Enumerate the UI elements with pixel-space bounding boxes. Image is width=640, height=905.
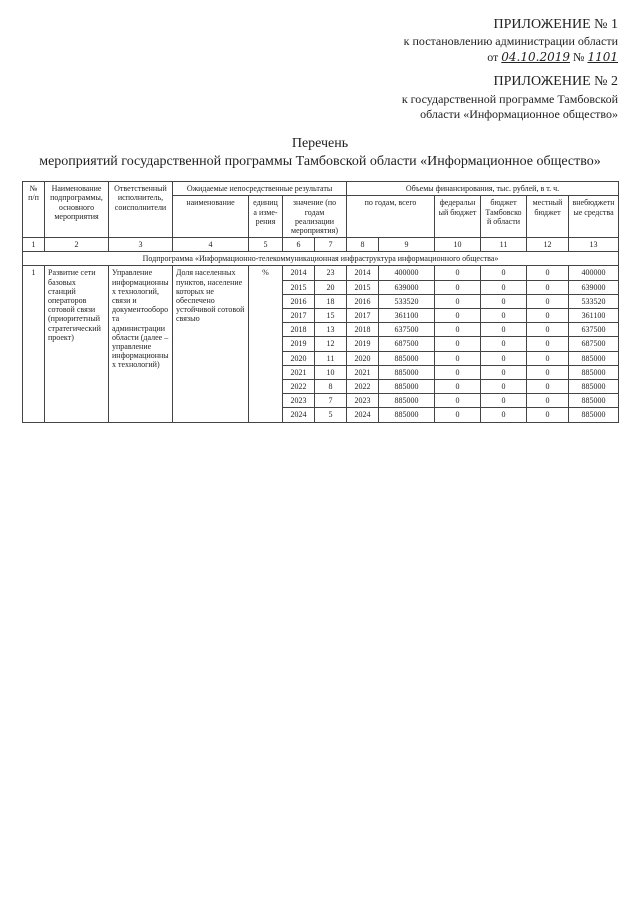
value-amount: 23 [315,266,347,280]
finance-regional: 0 [481,323,527,337]
header-number: № п/п [23,182,45,238]
value-amount: 8 [315,379,347,393]
col-num: 1 [23,238,45,252]
finance-regional: 0 [481,337,527,351]
program-line-2: области «Информационное общество» [420,107,618,122]
indicator-unit: % [249,266,283,422]
from-label: от [487,49,499,64]
col-num: 11 [481,238,527,252]
document-header [322,16,618,123]
finance-federal: 0 [435,408,481,422]
finance-extra: 361100 [569,309,619,323]
finance-local: 0 [527,379,569,393]
finance-extra: 687500 [569,337,619,351]
col-num: 5 [249,238,283,252]
finance-year: 2023 [347,394,379,408]
finance-year: 2017 [347,309,379,323]
finance-federal: 0 [435,323,481,337]
finance-total: 637500 [379,323,435,337]
value-year: 2024 [283,408,315,422]
value-amount: 7 [315,394,347,408]
finance-total: 639000 [379,280,435,294]
finance-local: 0 [527,365,569,379]
handwritten-date: 04.10.2019 [501,49,570,64]
finance-year: 2016 [347,294,379,308]
finance-extra: 400000 [569,266,619,280]
header-local: местный бюджет [527,196,569,238]
finance-federal: 0 [435,379,481,393]
finance-extra: 639000 [569,280,619,294]
finance-regional: 0 [481,309,527,323]
finance-regional: 0 [481,280,527,294]
finance-regional: 0 [481,266,527,280]
finance-regional: 0 [481,365,527,379]
value-year: 2018 [283,323,315,337]
value-amount: 20 [315,280,347,294]
value-year: 2021 [283,365,315,379]
value-year: 2019 [283,337,315,351]
measures-table [22,181,619,422]
value-year: 2023 [283,394,315,408]
finance-federal: 0 [435,365,481,379]
finance-total: 361100 [379,309,435,323]
finance-year: 2022 [347,379,379,393]
finance-regional: 0 [481,294,527,308]
finance-federal: 0 [435,266,481,280]
finance-local: 0 [527,280,569,294]
header-by-years: по годам, всего [347,196,435,238]
indicator-name: Доля населенных пунктов, население которых не обеспечено устойчивой сотовой связью [173,266,249,422]
finance-extra: 637500 [569,323,619,337]
document-title [22,135,618,171]
finance-total: 885000 [379,379,435,393]
value-amount: 18 [315,294,347,308]
header-results: Ожидаемые непосредственные результаты [173,182,347,196]
col-num: 13 [569,238,619,252]
finance-extra: 885000 [569,408,619,422]
title-line-2: мероприятий государственной программы Тамбовской области «Информационное общество» [39,153,601,169]
value-amount: 12 [315,337,347,351]
value-year: 2022 [283,379,315,393]
finance-local: 0 [527,408,569,422]
header-finance: Объемы финансирования, тыс. рублей, в т. ч. [347,182,619,196]
finance-year: 2015 [347,280,379,294]
resolution-date-line [322,50,618,66]
finance-federal: 0 [435,280,481,294]
finance-year: 2019 [347,337,379,351]
finance-total: 885000 [379,408,435,422]
header-regional: бюджет Тамбовской области [481,196,527,238]
value-amount: 10 [315,365,347,379]
finance-year: 2018 [347,323,379,337]
finance-total: 885000 [379,351,435,365]
column-number-row [23,238,619,252]
finance-federal: 0 [435,294,481,308]
handwritten-number: 1101 [587,49,618,64]
finance-total: 687500 [379,337,435,351]
finance-local: 0 [527,323,569,337]
number-label: № [573,49,585,64]
finance-total: 400000 [379,266,435,280]
finance-local: 0 [527,309,569,323]
subprogram-title: Подпрограмма «Информационно-телекоммуникационная инфраструктура информационного общества» [23,252,619,266]
col-num: 3 [109,238,173,252]
header-unit: единица изме-рения [249,196,283,238]
resolution-line: к постановлению администрации области [403,34,618,49]
finance-local: 0 [527,294,569,308]
finance-extra: 533520 [569,294,619,308]
value-year: 2020 [283,351,315,365]
col-num: 7 [315,238,347,252]
program-line-1: к государственной программе Тамбовской [401,91,618,106]
measure-name: Развитие сети базовых станций операторов сотовой связи (приоритетный стратегический проект) [45,266,109,422]
col-num: 8 [347,238,379,252]
finance-regional: 0 [481,394,527,408]
finance-total: 885000 [379,394,435,408]
header-value: значение (по годам реализации мероприятия) [283,196,347,238]
finance-year: 2024 [347,408,379,422]
col-num: 4 [173,238,249,252]
finance-extra: 885000 [569,379,619,393]
value-year: 2015 [283,280,315,294]
finance-local: 0 [527,351,569,365]
value-amount: 11 [315,351,347,365]
finance-local: 0 [527,266,569,280]
col-num: 9 [379,238,435,252]
finance-extra: 885000 [569,394,619,408]
finance-regional: 0 [481,408,527,422]
col-num: 6 [283,238,315,252]
row-number: 1 [23,266,45,422]
finance-federal: 0 [435,337,481,351]
col-num: 10 [435,238,481,252]
value-year: 2014 [283,266,315,280]
finance-federal: 0 [435,309,481,323]
header-federal: федеральный бюджет [435,196,481,238]
responsible-executor: Управление информационных технологий, связи и документооборота администрации области (далее – управление информационных технологий) [109,266,173,422]
header-result-name: наименование [173,196,249,238]
title-line-1: Перечень [291,135,349,151]
appendix-2-title: ПРИЛОЖЕНИЕ № 2 [493,74,618,90]
value-year: 2016 [283,294,315,308]
appendix-1-title: ПРИЛОЖЕНИЕ № 1 [493,17,618,32]
finance-local: 0 [527,394,569,408]
value-amount: 13 [315,323,347,337]
header-extra: внебюджетные средства [569,196,619,238]
finance-federal: 0 [435,351,481,365]
value-amount: 5 [315,408,347,422]
col-num: 2 [45,238,109,252]
finance-regional: 0 [481,379,527,393]
header-name: Наименование подпрограммы, основного мероприятия [45,182,109,238]
finance-year: 2020 [347,351,379,365]
finance-regional: 0 [481,351,527,365]
finance-total: 885000 [379,365,435,379]
value-amount: 15 [315,309,347,323]
finance-extra: 885000 [569,351,619,365]
finance-local: 0 [527,337,569,351]
value-year: 2017 [283,309,315,323]
header-responsible: Ответственный исполнитель, соисполнители [109,182,173,238]
finance-year: 2014 [347,266,379,280]
finance-federal: 0 [435,394,481,408]
finance-year: 2021 [347,365,379,379]
finance-extra: 885000 [569,365,619,379]
finance-total: 533520 [379,294,435,308]
col-num: 12 [527,238,569,252]
